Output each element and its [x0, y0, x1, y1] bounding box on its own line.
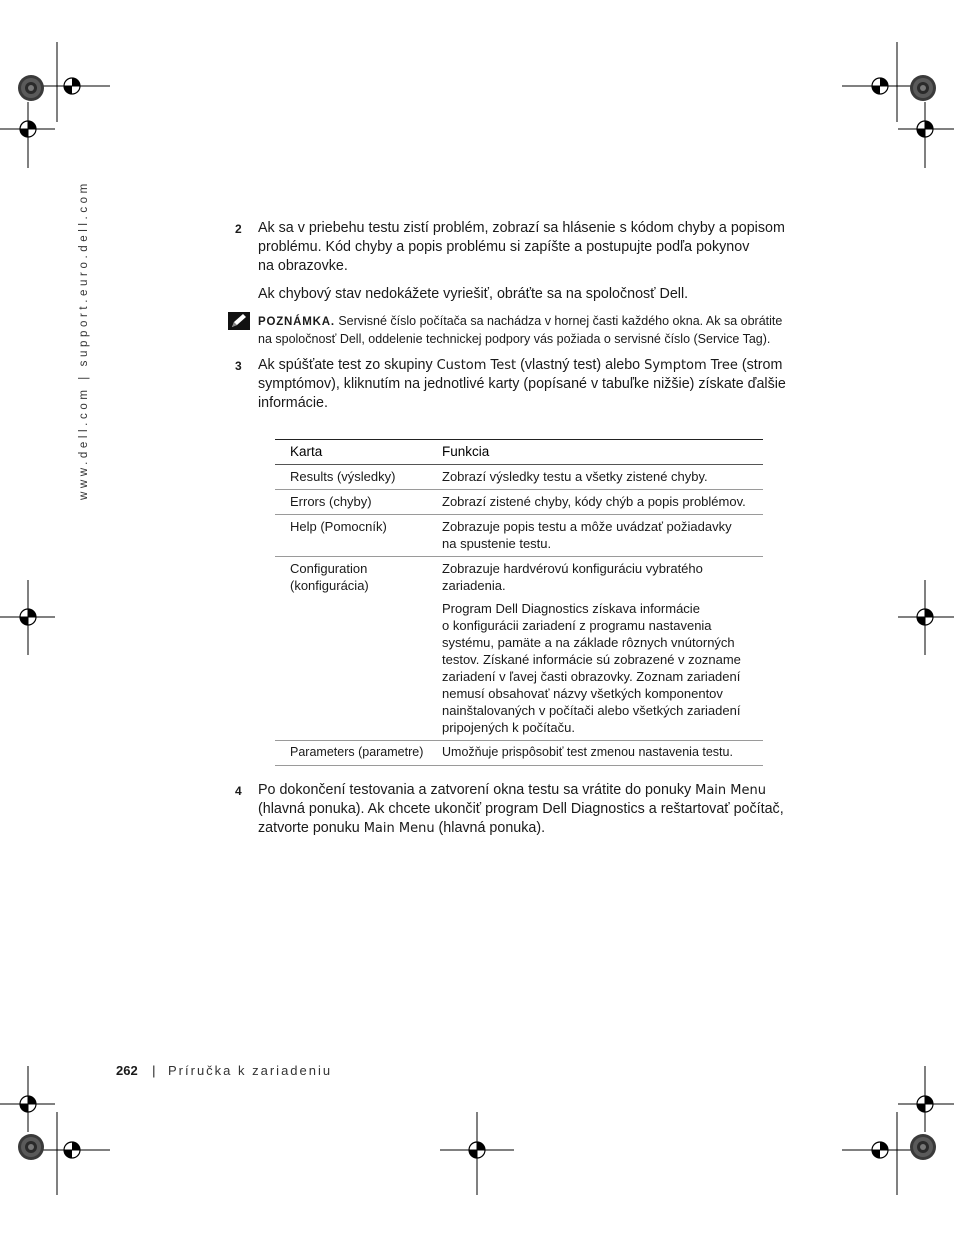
table-row: [275, 515, 763, 557]
table-cell-line: Zobrazuje hardvérovú konfiguráciu vybratého: [442, 561, 703, 576]
table-row: [275, 465, 763, 490]
note-line-1: Servisné číslo počítača sa nachádza v hornej časti každého okna. Ak sa obrátite: [338, 314, 783, 328]
table-cell-funkcia: [427, 557, 763, 740]
table-cell-karta: Results (výsledky): [290, 469, 396, 484]
table-header-funkcia: Funkcia: [442, 444, 490, 459]
step-3-line-1: [258, 356, 786, 375]
page-footer: [116, 1062, 332, 1080]
step-4-line-1: [258, 781, 784, 800]
step-2-paragraph-2: Ak chybový stav nedokážete vyriešiť, obráťte sa na spoločnosť Dell.: [258, 286, 689, 302]
main-menu-term: Main Menu: [695, 783, 766, 798]
table-cell-line: Configuration: [290, 561, 368, 576]
step-3-text: [258, 356, 786, 413]
table-row: [275, 741, 763, 766]
note-pencil-icon: [228, 312, 250, 330]
step-3-pre: Ak spúšťate test zo skupiny: [258, 357, 437, 373]
step-3-line-3: informácie.: [258, 395, 328, 411]
table-cell-funkcia: Umožňuje prispôsobiť test zmenou nastavenia testu.: [442, 745, 733, 759]
table-cell-line: Program Dell Diagnostics získava informácie: [442, 601, 700, 616]
step-2-line-1: Ak sa v priebehu testu zistí problém, zobrazí sa hlásenie s kódom chyby a popisom: [258, 220, 785, 236]
table-cell-line: zariadení v ľavej časti obrazovky. Zoznam zariadení: [442, 669, 741, 684]
step-4-number: 4: [235, 784, 242, 798]
tabs-table: [275, 439, 763, 766]
table-cell-funkcia: Zobrazí zistené chyby, kódy chýb a popis problémov.: [442, 494, 746, 509]
note-line-2: na spoločnosť Dell, oddelenie technickej podpory vás požiada o servisné číslo (Service Tag).: [258, 332, 771, 346]
step-4-pre: Po dokončení testovania a zatvorení okna testu sa vrátite do ponuky: [258, 782, 696, 798]
table-cell-line: testov. Získané informácie sú zobrazené v zozname: [442, 652, 741, 667]
step-4-line-3-post: (hlavná ponuka).: [434, 820, 546, 836]
step-4-text: [258, 781, 784, 838]
sidebar-url: www.dell.com | support.euro.dell.com: [78, 180, 90, 500]
table-cell-karta: Help (Pomocník): [290, 519, 387, 534]
table-cell-line: nemusí obsahovať názvy všetkých komponentov: [442, 686, 723, 701]
table-cell-line: systému, pamäte a na základe rôznych vnútorných: [442, 635, 735, 650]
step-3-mid: (vlastný test) alebo: [516, 357, 645, 373]
configuration-paragraph-1: [442, 560, 755, 594]
table-cell-karta: Errors (chyby): [290, 494, 372, 509]
table-row: [275, 557, 763, 741]
footer-separator: |: [152, 1063, 156, 1078]
table-cell-karta: Parameters (parametre): [290, 745, 424, 759]
step-4-line-2: (hlavná ponuka). Ak chcete ukončiť program Dell Diagnostics a reštartovať počítač,: [258, 801, 784, 817]
step-2-line-3: na obrazovke.: [258, 258, 348, 274]
table-cell-line: Zobrazuje popis testu a môže uvádzať požiadavky: [442, 519, 732, 534]
step-3-line-2: symptómov), kliknutím na jednotlivé karty (popísané v tabuľke nižšie) získate ďalšie: [258, 376, 786, 392]
note-block: [258, 313, 818, 348]
step-4-line-3-pre: zatvorte ponuku: [258, 820, 364, 836]
symptom-tree-term: Symptom Tree: [644, 358, 738, 373]
table-header-karta: Karta: [290, 444, 323, 459]
custom-test-term: Custom Test: [436, 358, 517, 373]
table-row: [275, 490, 763, 515]
step-4-line-3: [258, 819, 784, 838]
footer-title: Príručka k zariadeniu: [168, 1063, 333, 1078]
table-cell-karta: [275, 557, 427, 740]
table-cell-funkcia: [427, 515, 763, 556]
table-cell-line: nainštalovaných v počítači alebo všetkých zariadení: [442, 703, 741, 718]
table-header-row: [275, 439, 763, 465]
table-cell-line: zariadenia.: [442, 578, 506, 593]
step-2-number: 2: [235, 222, 242, 236]
table-cell-line: (konfigurácia): [290, 578, 369, 593]
table-cell-line: pripojených k počítaču.: [442, 720, 575, 735]
page-number: 262: [116, 1063, 138, 1078]
step-2-text: [258, 219, 785, 276]
table-cell-funkcia: Zobrazí výsledky testu a všetky zistené chyby.: [442, 469, 708, 484]
step-2-line-2: problému. Kód chyby a popis problému si zapíšte a postupujte podľa pokynov: [258, 239, 750, 255]
step-3-post: (strom: [737, 357, 783, 373]
table-cell-line: na spustenie testu.: [442, 536, 552, 551]
configuration-paragraph-2: [442, 600, 755, 736]
table-cell-line: o konfigurácii zariadení z programu nastavenia: [442, 618, 712, 633]
note-label: POZNÁMKA.: [258, 316, 335, 328]
main-menu-term: Main Menu: [363, 821, 435, 836]
step-3-number: 3: [235, 359, 242, 373]
